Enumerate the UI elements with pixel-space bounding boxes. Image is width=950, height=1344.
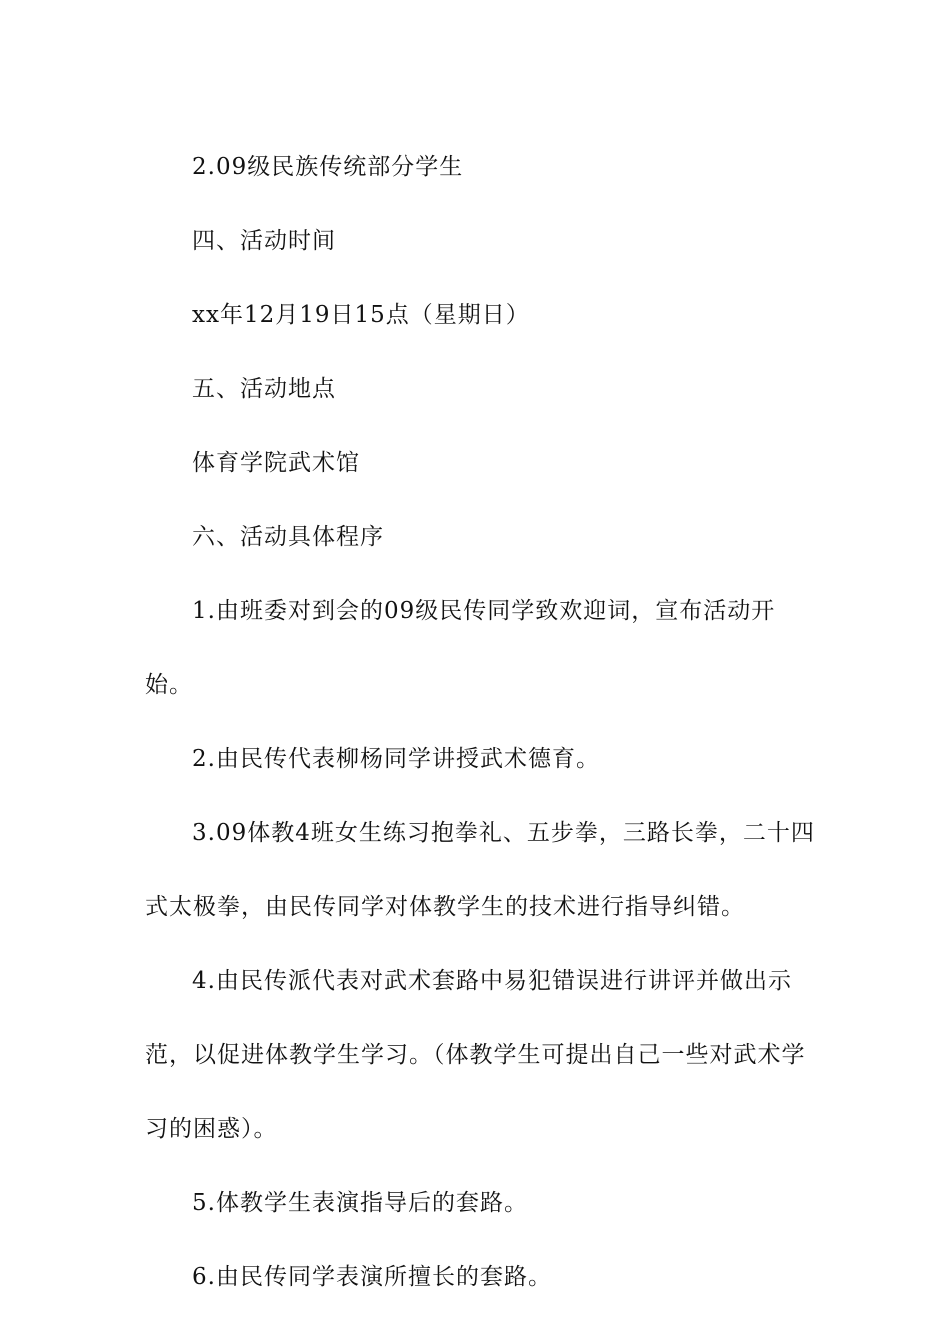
document-body xyxy=(145,130,815,1314)
paragraph-activity-location: 体育学院武术馆 xyxy=(192,450,360,476)
heading-activity-time: 四、活动时间 xyxy=(192,228,336,254)
paragraph-activity-time: xx年12月19日15点（星期日） xyxy=(192,302,530,328)
procedure-step-6: 6.由民传同学表演所擅长的套路。 xyxy=(192,1264,552,1290)
heading-activity-procedure: 六、活动具体程序 xyxy=(192,524,384,550)
procedure-step-2: 2.由民传代表柳杨同学讲授武术德育。 xyxy=(192,746,600,772)
procedure-step-5: 5.体教学生表演指导后的套路。 xyxy=(192,1190,528,1216)
procedure-step-4: 4.由民传派代表对武术套路中易犯错误进行讲评并做出示范，以促进体教学生学习。（体教学生可提出自己一些对武术学习的困惑）。 xyxy=(145,968,806,1142)
heading-activity-location: 五、活动地点 xyxy=(192,376,336,402)
procedure-step-3: 3.09体教4班女生练习抱拳礼、五步拳，三路长拳，二十四式太极拳，由民传同学对体教学生的技术进行指导纠错。 xyxy=(145,820,815,920)
procedure-step-1: 1.由班委对到会的09级民传同学致欢迎词，宣布活动开始。 xyxy=(145,598,776,698)
paragraph-participants-2: 2.09级民族传统部分学生 xyxy=(192,154,464,180)
